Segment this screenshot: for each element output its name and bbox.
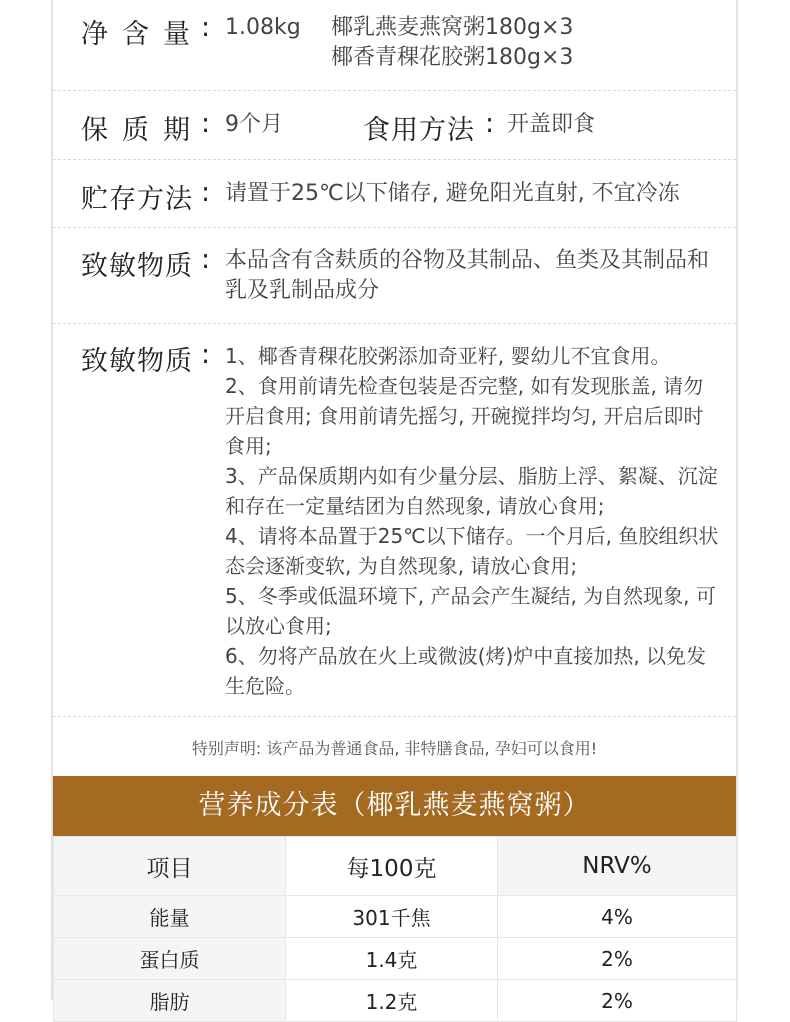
nutrient-amount: 1.4克 (286, 938, 498, 980)
header-nrv: NRV% (498, 837, 737, 896)
usage-colon: : (485, 108, 495, 139)
shelf-life-colon: : (201, 108, 211, 139)
nutrient-name: 蛋白质 (54, 938, 286, 980)
nutrient-nrv: 4% (498, 896, 737, 938)
shelf-life-value: 9个月 (225, 112, 283, 137)
header-item: 项目 (54, 837, 286, 896)
divider (53, 716, 736, 717)
notes-list (225, 341, 720, 701)
nutrition-table (53, 836, 737, 1022)
divider (53, 90, 736, 91)
notes-label: 致敏物质 (81, 346, 193, 377)
nutrient-nrv: 2% (498, 980, 737, 1022)
table-header-row (54, 837, 737, 896)
shelf-life-label: 保质期 (81, 115, 204, 146)
usage-value: 开盖即食 (507, 112, 596, 137)
notes-colon: : (201, 339, 211, 370)
allergen-label: 致敏物质 (81, 251, 193, 282)
header-per-100g: 每100克 (286, 837, 498, 896)
nutrient-nrv: 2% (498, 938, 737, 980)
allergen-value: 本品含有含麸质的谷物及其制品、鱼类及其制品和乳及乳制品成分 (225, 248, 710, 303)
note-item: 3、产品保质期内如有少量分层、脂肪上浮、絮凝、沉淀和存在一定量结团为自然现象, 请放心食用; (225, 464, 718, 518)
table-row (54, 938, 737, 980)
divider (53, 159, 736, 160)
note-item: 1、椰香青稞花胶粥添加奇亚籽, 婴幼儿不宜食用。 (225, 344, 671, 368)
note-item: 4、请将本品置于25℃以下储存。一个月后, 鱼胶组织状态会逐渐变软, 为自然现象, 请放心食用; (225, 524, 719, 578)
nutrient-amount: 301千焦 (286, 896, 498, 938)
net-content-weight: 1.08kg (225, 15, 301, 40)
nutrition-table-title: 营养成分表（椰乳燕麦燕窝粥） (53, 776, 736, 836)
net-content-colon: : (201, 12, 211, 43)
storage-label: 贮存方法 (81, 184, 193, 215)
nutrient-amount: 1.2克 (286, 980, 498, 1022)
net-content-item-1: 椰乳燕麦燕窝粥180g×3 (331, 15, 574, 40)
table-row (54, 896, 737, 938)
note-item: 5、冬季或低温环境下, 产品会产生凝结, 为自然现象, 可以放心食用; (225, 584, 716, 638)
net-content-item-2: 椰香青稞花胶粥180g×3 (331, 45, 574, 70)
allergen-colon: : (201, 244, 211, 275)
net-content-label: 净含量 (81, 19, 204, 50)
table-row (54, 980, 737, 1022)
usage-label: 食用方法 (363, 115, 475, 146)
note-item: 2、食用前请先检查包装是否完整, 如有发现胀盖, 请勿开启食用; 食用前请先摇匀, 开碗搅拌均匀, 开启后即时食用; (225, 374, 704, 458)
note-item: 6、勿将产品放在火上或微波(烤)炉中直接加热, 以免发生危险。 (225, 644, 707, 698)
divider (53, 227, 736, 228)
storage-value: 请置于25℃以下储存, 避免阳光直射, 不宜冷冻 (225, 181, 680, 206)
product-info-panel (51, 0, 738, 1014)
divider (53, 323, 736, 324)
nutrient-name: 能量 (54, 896, 286, 938)
special-statement: 特别声明: 该产品为普通食品, 非特膳食品, 孕妇可以食用! (191, 739, 598, 758)
storage-colon: : (201, 177, 211, 208)
nutrient-name: 脂肪 (54, 980, 286, 1022)
